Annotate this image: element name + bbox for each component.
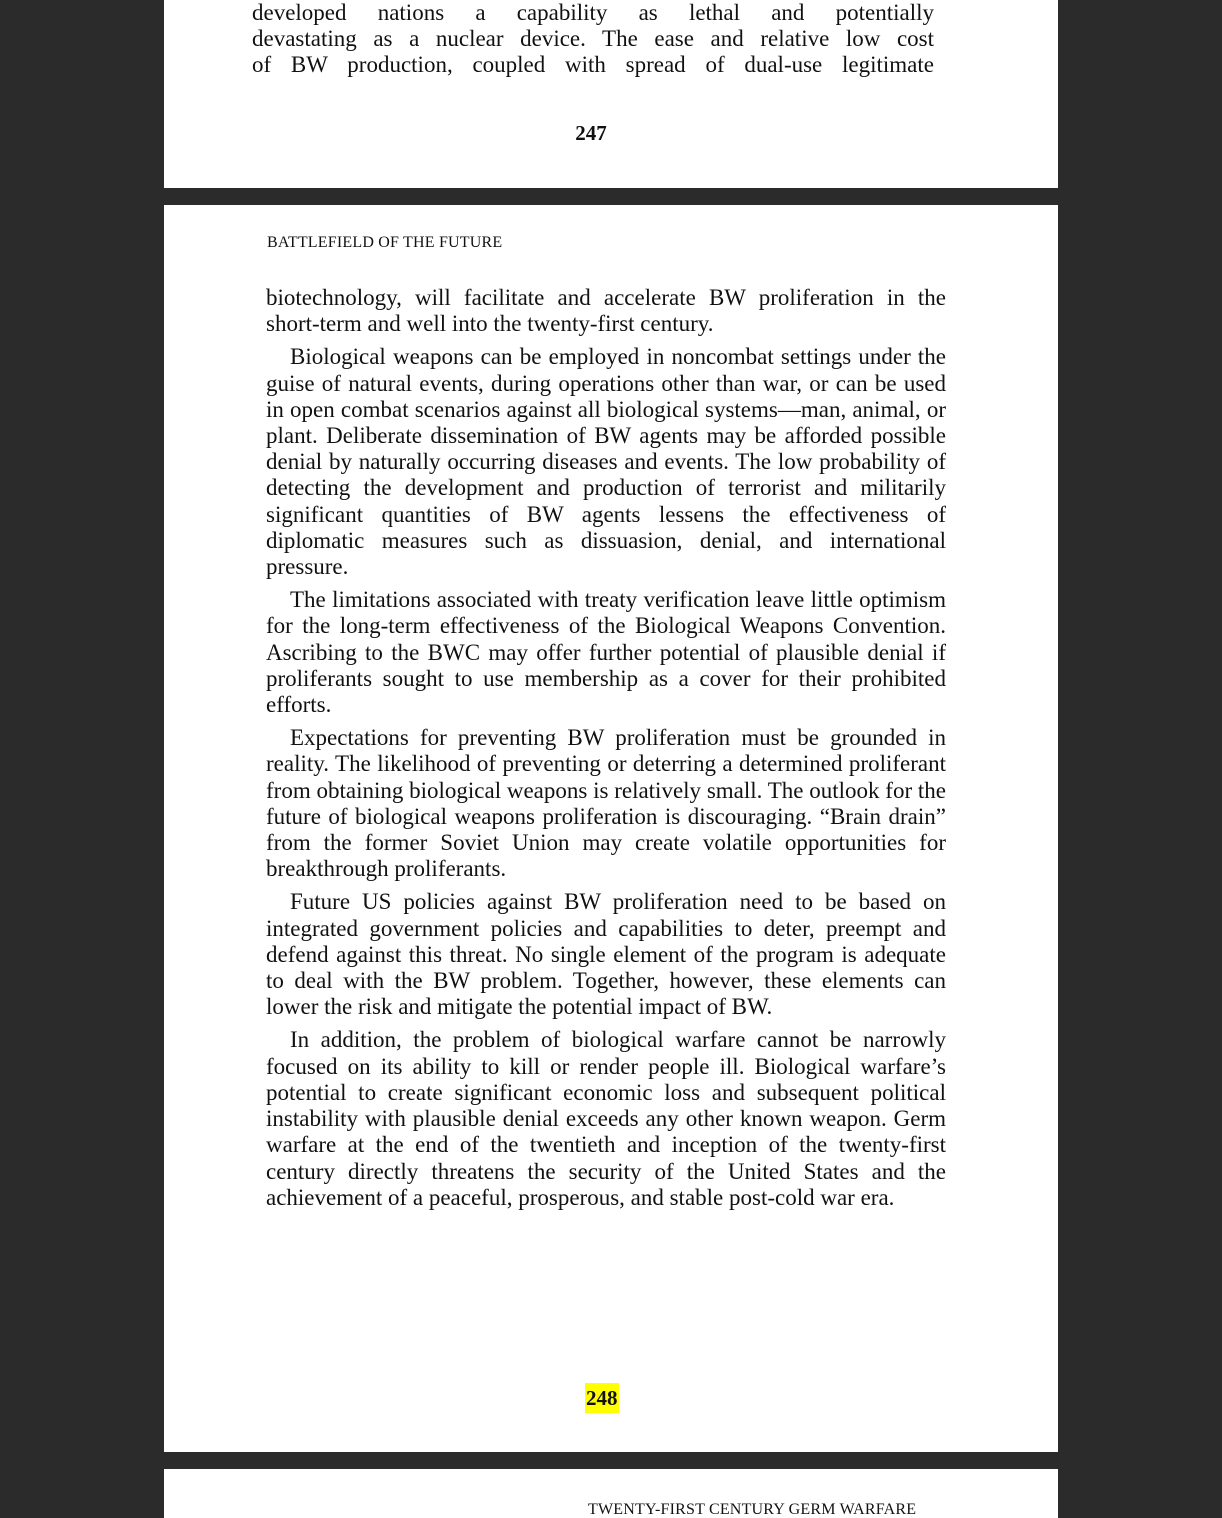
- text-line: devastating as a nuclear device. The ease and relative low cost: [252, 26, 934, 51]
- paragraph: Future US policies against BW proliferation need to be based on integrated government policies and capabilities to deter, preempt and defend against this threat. No single element of the program is adequate to deal with the BW problem. Together, however, these elements can lower the risk and mitigate the potential impact of BW.: [266, 889, 946, 1020]
- page-text-continuation: [252, 0, 934, 78]
- page-number-highlighted: 248: [585, 1383, 619, 1413]
- text-line: developed nations a capability as lethal and potentially: [252, 0, 934, 25]
- page-number: 247: [575, 121, 607, 145]
- text-line: of BW production, coupled with spread of dual-use legitimate: [252, 52, 934, 77]
- paragraph: The limitations associated with treaty verification leave little optimism for the long-term effectiveness of the Biological Weapons Convention. Ascribing to the BWC may offer further potential of plausible denial if proliferants sought to use membership as a cover for their prohibited efforts.: [266, 587, 946, 718]
- paragraph: biotechnology, will facilitate and accelerate BW proliferation in the short-term and well into the twenty-first century.: [266, 285, 946, 337]
- previous-page: [164, 0, 1058, 188]
- paragraph: Biological weapons can be employed in noncombat settings under the guise of natural events, during operations other than war, or can be used in open combat scenarios against all biological systems—man, animal, or plant. Deliberate dissemination of BW agents may be afforded possible denial by naturally occurring diseases and events. The low probability of detecting the development and production of terrorist and militarily significant quantities of BW agents lessens the effectiveness of diplomatic measures such as dissuasion, denial, and international pressure.: [266, 344, 946, 580]
- paragraph: Expectations for preventing BW proliferation must be grounded in reality. The likelihood of preventing or deterring a determined proliferant from obtaining biological weapons is relatively small. The outlook for the future of biological weapons proliferation is discouraging. “Brain drain” from the former Soviet Union may create volatile opportunities for breakthrough proliferants.: [266, 725, 946, 882]
- running-head: BATTLEFIELD OF THE FUTURE: [267, 234, 503, 251]
- running-head: TWENTY-FIRST CENTURY GERM WARFARE: [588, 1501, 917, 1518]
- next-page: [164, 1469, 1058, 1518]
- current-page: [164, 205, 1058, 1452]
- paragraph: In addition, the problem of biological warfare cannot be narrowly focused on its ability to kill or render people ill. Biological warfare’s potential to create significant economic loss and subsequent political instability with plausible denial exceeds any other known weapon. Germ warfare at the end of the twentieth and inception of the twenty-first century directly threatens the security of the United States and the achievement of a peaceful, prosperous, and stable post-cold war era.: [266, 1027, 946, 1210]
- page-body: [266, 285, 946, 1218]
